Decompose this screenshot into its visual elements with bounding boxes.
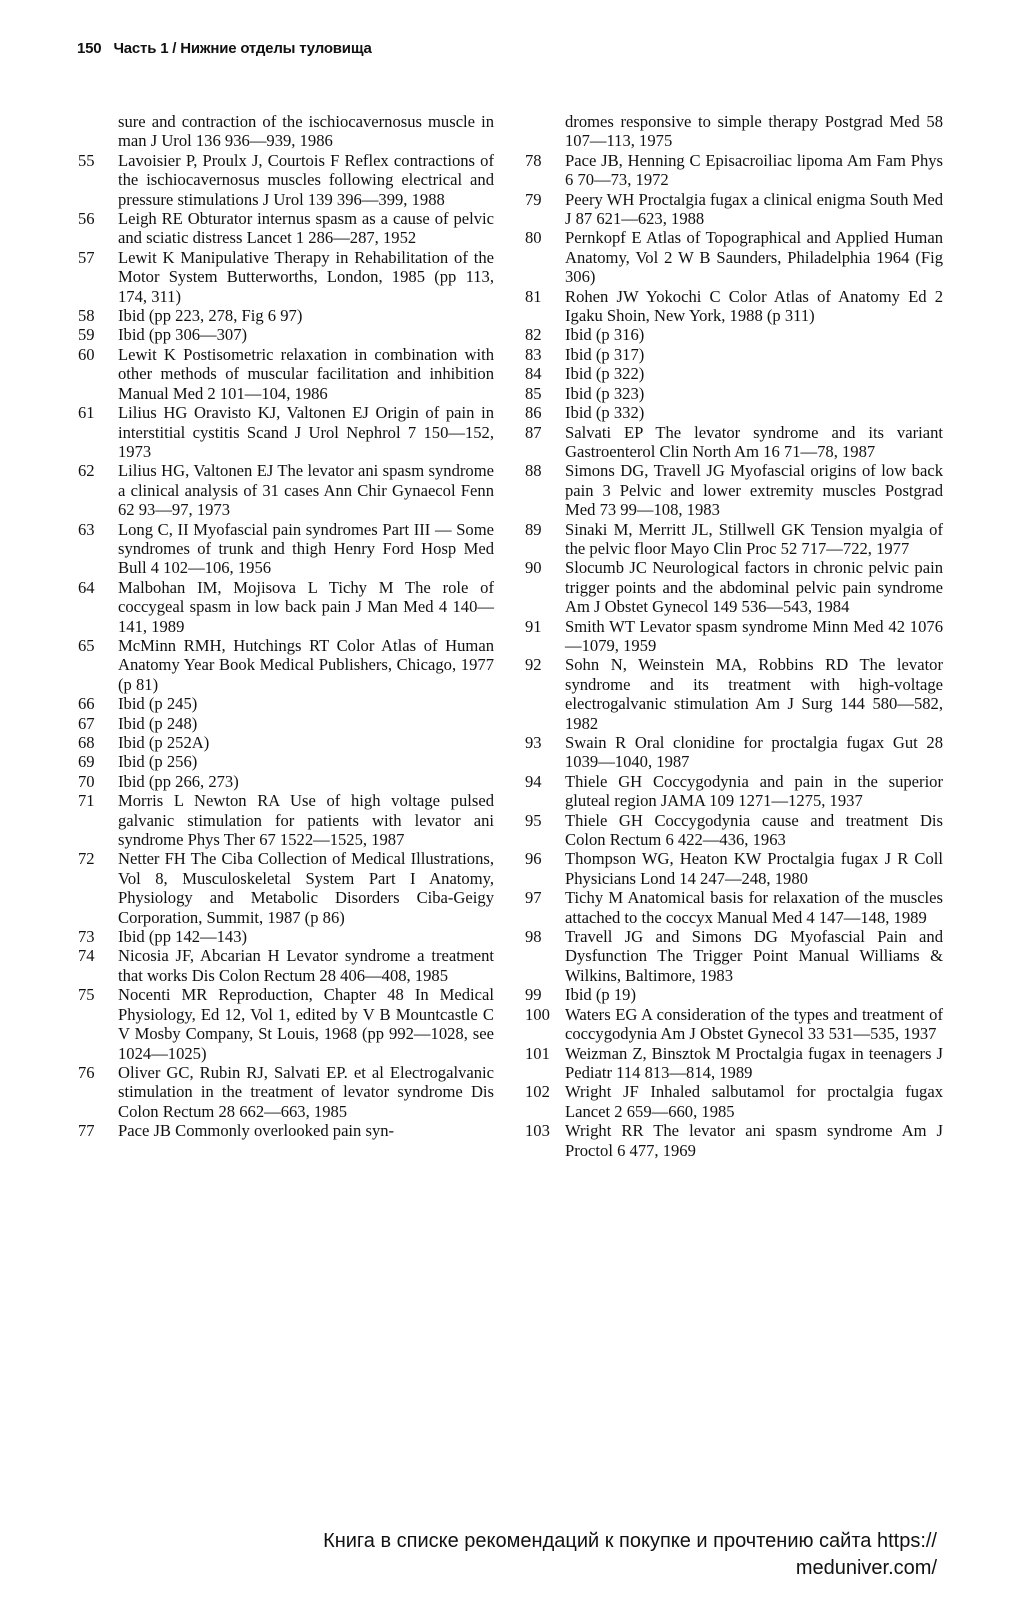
reference-item <box>525 927 943 985</box>
reference-text: Ibid (p 332) <box>565 403 645 423</box>
reference-number: 99 <box>525 985 542 1005</box>
reference-item <box>78 248 494 306</box>
reference-item <box>525 345 943 364</box>
reference-text: Morris L Newton RA Use of high voltage pulsed galvanic stimulation for patients with levator ani syndrome Phys Ther 67 1522—1525, 1987 <box>118 791 494 850</box>
reference-item <box>525 1082 943 1121</box>
reference-number: 75 <box>78 985 95 1005</box>
reference-item <box>525 364 943 383</box>
reference-text: Nocenti MR Reproduction, Chapter 48 In Medical Physiology, Ed 12, Vol 1, edited by V B Mountcastle C V Mosby Company, St Louis, 1968 (pp 992—1028, see 1024—1025) <box>118 985 494 1063</box>
reference-number: 101 <box>525 1043 550 1063</box>
reference-text: Wright RR The levator ani spasm syndrome Am J Proctol 6 477, 1969 <box>565 1121 943 1160</box>
reference-number: 60 <box>78 344 95 364</box>
reference-text: Peery WH Proctalgia fugax a clinical enigma South Med J 87 621—623, 1988 <box>565 189 943 229</box>
reference-text: Smith WT Levator spasm syndrome Minn Med 42 1076—1079, 1959 <box>565 616 943 655</box>
reference-list-right <box>525 151 943 1160</box>
reference-item <box>78 306 494 325</box>
reference-text: Pace JB, Henning C Episacroiliac lipoma Am Fam Phys 6 70—73, 1972 <box>565 150 943 190</box>
reference-text: Ibid (p 316) <box>565 325 645 345</box>
reference-number: 95 <box>525 810 542 830</box>
reference-item <box>78 1121 494 1140</box>
reference-item <box>78 636 494 694</box>
reference-item <box>525 1044 943 1083</box>
reference-item <box>525 772 943 811</box>
reference-text: Thiele GH Coccygodynia cause and treatment Dis Colon Rectum 6 422—436, 1963 <box>565 810 943 850</box>
footer-note <box>117 1528 937 1582</box>
reference-item <box>78 403 494 461</box>
reference-continuation: sure and contraction of the ischiocavernosus muscle in man J Urol 136 936—939, 1986 <box>118 112 494 151</box>
reference-text: Ibid (p 323) <box>565 383 645 403</box>
page-number: 150 <box>77 40 102 57</box>
reference-number: 93 <box>525 733 542 752</box>
reference-text: Netter FH The Ciba Collection of Medical Illustrations, Vol 8, Musculoskeletal System Part I Anatomy, Physiology and Metabolic Disorders Ciba-Geigy Corporation, Summit, 1987 (p 86) <box>118 849 494 927</box>
reference-text: Ibid (pp 266, 273) <box>118 771 239 791</box>
reference-number: 98 <box>525 927 542 947</box>
reference-item <box>525 733 943 772</box>
reference-text: Ibid (p 256) <box>118 752 198 772</box>
reference-number: 100 <box>525 1004 550 1024</box>
reference-item <box>78 927 494 946</box>
reference-number: 91 <box>525 616 542 636</box>
reference-item <box>78 946 494 985</box>
reference-item <box>525 423 943 462</box>
reference-text: Wright JF Inhaled salbutamol for proctalgia fugax Lancet 2 659—660, 1985 <box>565 1082 943 1121</box>
reference-number: 83 <box>525 344 542 364</box>
reference-item <box>78 1063 494 1121</box>
reference-item <box>525 849 943 888</box>
reference-text: Leigh RE Obturator internus spasm as a cause of pelvic and sciatic distress Lancet 1 286—287, 1952 <box>118 209 494 248</box>
reference-text: Lilius HG, Valtonen EJ The levator ani spasm syndrome a clinical analysis of 31 cases Ann Chir Gynaecol Fenn 62 93—97, 1973 <box>118 461 494 520</box>
reference-text: Weizman Z, Binsztok M Proctalgia fugax in teenagers J Pediatr 114 813—814, 1989 <box>565 1043 943 1082</box>
reference-text: Sinaki M, Merritt JL, Stillwell GK Tension myalgia of the pelvic floor Mayo Clin Proc 52 717—722, 1977 <box>565 519 943 558</box>
reference-continuation: dromes responsive to simple therapy Postgrad Med 58 107—113, 1975 <box>565 112 943 151</box>
reference-number: 62 <box>78 461 95 481</box>
reference-number: 89 <box>525 519 542 539</box>
reference-list-left <box>78 151 494 1141</box>
reference-number: 81 <box>525 286 542 306</box>
reference-number: 70 <box>78 771 95 791</box>
reference-number: 72 <box>78 849 95 869</box>
reference-item <box>525 617 943 656</box>
reference-number: 78 <box>525 150 542 170</box>
reference-text: Pernkopf E Atlas of Topographical and Applied Human Anatomy, Vol 2 W B Saunders, Philadelphia 1964 (Fig 306) <box>565 228 943 287</box>
reference-number: 77 <box>78 1121 95 1141</box>
reference-number: 79 <box>525 189 542 209</box>
reference-number: 74 <box>78 946 95 966</box>
reference-text: Ibid (pp 306—307) <box>118 325 248 345</box>
footer-line-2: meduniver.com/ <box>795 1557 937 1579</box>
reference-text: Rohen JW Yokochi C Color Atlas of Anatomy Ed 2 Igaku Shoin, New York, 1988 (p 311) <box>565 286 943 326</box>
reference-item <box>78 694 494 713</box>
reference-item <box>525 287 943 326</box>
running-header <box>77 40 372 57</box>
reference-text: Thompson WG, Heaton KW Proctalgia fugax J R Coll Physicians Lond 14 247—248, 1980 <box>565 849 943 888</box>
reference-item <box>525 811 943 850</box>
reference-number: 97 <box>525 888 542 908</box>
reference-item <box>78 325 494 344</box>
references-left-column <box>78 112 494 1141</box>
reference-text: McMinn RMH, Hutchings RT Color Atlas of Human Anatomy Year Book Medical Publishers, Chicago, 1977 (p 81) <box>118 635 494 694</box>
reference-item <box>78 151 494 209</box>
reference-number: 96 <box>525 849 542 869</box>
reference-text: Ibid (p 248) <box>118 713 198 733</box>
reference-number: 71 <box>78 791 95 811</box>
reference-item <box>525 228 943 286</box>
reference-item <box>78 578 494 636</box>
reference-text: Lewit K Postisometric relaxation in combination with other methods of muscular facilitation and inhibition Manual Med 2 101—104, 1986 <box>118 344 494 403</box>
reference-number: 61 <box>78 403 95 423</box>
reference-text: Long C, II Myofascial pain syndromes Part III — Some syndromes of trunk and thigh Henry Ford Hosp Med Bull 4 102—106, 1956 <box>118 519 494 578</box>
reference-number: 94 <box>525 771 542 791</box>
reference-text: Ibid (p 19) <box>565 985 636 1005</box>
reference-item <box>525 520 943 559</box>
reference-item <box>78 791 494 849</box>
reference-text: Ibid (p 317) <box>565 344 645 364</box>
reference-item <box>525 1121 943 1160</box>
reference-text: Nicosia JF, Abcarian H Levator syndrome a treatment that works Dis Colon Rectum 28 406—408, 1985 <box>118 946 494 985</box>
reference-text: Thiele GH Coccygodynia and pain in the superior gluteal region JAMA 109 1271—1275, 1937 <box>565 771 943 811</box>
reference-text: Oliver GC, Rubin RJ, Salvati EP. et al Electrogalvanic stimulation in the treatment of levator syndrome Dis Colon Rectum 28 662—663, 1985 <box>118 1062 494 1121</box>
reference-item <box>525 461 943 519</box>
reference-text: Salvati EP The levator syndrome and its variant Gastroenterol Clin North Am 16 71—78, 1987 <box>565 422 943 461</box>
reference-item <box>525 384 943 403</box>
reference-number: 63 <box>78 519 95 539</box>
reference-item <box>525 325 943 344</box>
reference-number: 65 <box>78 635 95 655</box>
reference-item <box>78 985 494 1063</box>
reference-text: Lewit K Manipulative Therapy in Rehabilitation of the Motor System Butterworths, London, 1985 (pp 113, 174, 311) <box>118 247 494 306</box>
reference-text: Malbohan IM, Mojisova L Tichy M The role of coccygeal spasm in low back pain J Man Med 4 140—141, 1989 <box>118 577 494 636</box>
reference-item <box>78 752 494 771</box>
reference-item <box>78 461 494 519</box>
reference-text: Sohn N, Weinstein MA, Robbins RD The levator syndrome and its treatment with high-voltage electrogalvanic stimulation Am J Surg 144 580—582, 1982 <box>565 655 943 733</box>
reference-item <box>78 733 494 752</box>
reference-text: Swain R Oral clonidine for proctalgia fugax Gut 28 1039—1040, 1987 <box>565 733 943 772</box>
reference-item <box>78 714 494 733</box>
reference-text: Tichy M Anatomical basis for relaxation of the muscles attached to the coccyx Manual Med 4 147—148, 1989 <box>565 888 943 927</box>
reference-text: Ibid (p 252A) <box>118 733 210 752</box>
reference-item <box>78 345 494 403</box>
footer-line-1: Книга в списке рекомендаций к покупке и прочтению сайта https:// <box>323 1530 937 1552</box>
reference-number: 64 <box>78 577 95 597</box>
reference-item <box>525 558 943 616</box>
reference-text: Pace JB Commonly overlooked pain syn- <box>118 1121 395 1141</box>
reference-text: Ibid (pp 223, 278, Fig 6 97) <box>118 306 303 326</box>
reference-item <box>525 1005 943 1044</box>
reference-number: 103 <box>525 1121 550 1141</box>
reference-text: Ibid (p 245) <box>118 694 198 714</box>
reference-number: 76 <box>78 1062 95 1082</box>
reference-number: 84 <box>525 364 542 384</box>
reference-item <box>525 403 943 422</box>
reference-number: 102 <box>525 1082 550 1102</box>
reference-number: 85 <box>525 383 542 403</box>
reference-number: 56 <box>78 209 95 229</box>
reference-number: 73 <box>78 927 95 947</box>
reference-number: 82 <box>525 325 542 345</box>
reference-item <box>78 772 494 791</box>
reference-item <box>525 190 943 229</box>
reference-item <box>78 209 494 248</box>
reference-item <box>525 151 943 190</box>
references-right-column <box>525 112 943 1160</box>
reference-number: 80 <box>525 228 542 248</box>
reference-text: Slocumb JC Neurological factors in chronic pelvic pain trigger points and the abdominal pelvic pain syndrome Am J Obstet Gynecol 149 536—543, 1984 <box>565 558 943 617</box>
reference-number: 59 <box>78 325 95 345</box>
reference-text: Ibid (pp 142—143) <box>118 927 248 947</box>
reference-number: 69 <box>78 752 95 772</box>
reference-number: 92 <box>525 655 542 675</box>
reference-text: Waters EG A consideration of the types and treatment of coccygodynia Am J Obstet Gynecol 33 531—535, 1937 <box>565 1004 943 1044</box>
reference-number: 86 <box>525 403 542 423</box>
reference-text: Lilius HG Oravisto KJ, Valtonen EJ Origin of pain in interstitial cystitis Scand J Urol Nephrol 7 150—152, 1973 <box>118 403 494 461</box>
part-title: Часть 1 / Нижние отделы туловища <box>113 40 372 57</box>
reference-text: Ibid (p 322) <box>565 364 645 384</box>
reference-item <box>525 888 943 927</box>
reference-text: Travell JG and Simons DG Myofascial Pain and Dysfunction The Trigger Point Manual Williams & Wilkins, Baltimore, 1983 <box>565 927 943 985</box>
reference-text: Lavoisier P, Proulx J, Courtois F Reflex contractions of the ischiocavernosus muscles following electrical and pressure stimulations J Urol 139 396—399, 1988 <box>118 150 494 209</box>
reference-number: 55 <box>78 150 95 170</box>
reference-number: 67 <box>78 713 95 733</box>
reference-number: 57 <box>78 247 95 267</box>
reference-item <box>78 849 494 927</box>
reference-number: 68 <box>78 733 95 752</box>
reference-number: 88 <box>525 461 542 481</box>
reference-item <box>78 520 494 578</box>
reference-item <box>525 655 943 733</box>
reference-item <box>525 985 943 1004</box>
reference-text: Simons DG, Travell JG Myofascial origins of low back pain 3 Pelvic and lower extremity muscles Postgrad Med 73 99—108, 1983 <box>565 461 943 520</box>
reference-number: 90 <box>525 558 542 578</box>
reference-number: 66 <box>78 694 95 714</box>
reference-number: 87 <box>525 422 542 442</box>
reference-number: 58 <box>78 306 95 326</box>
